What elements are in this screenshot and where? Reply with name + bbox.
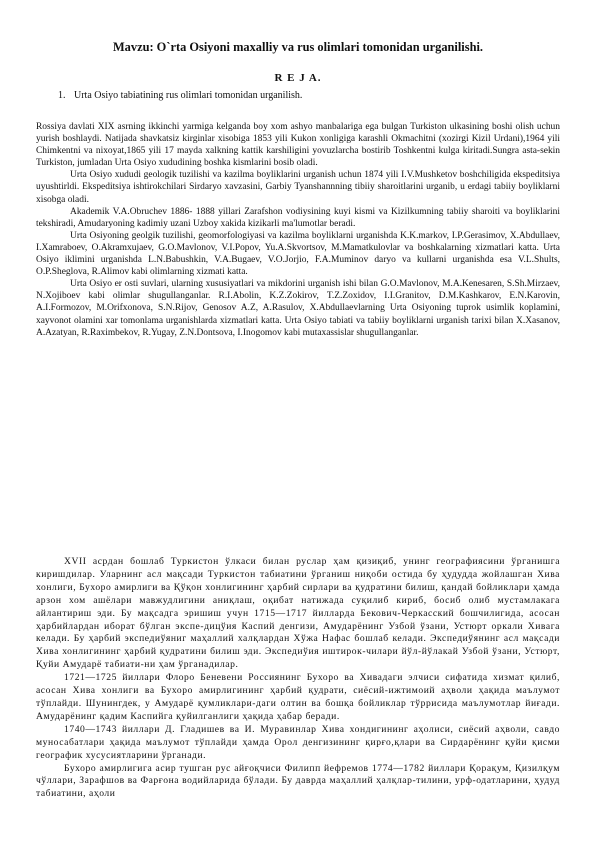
cyrillic-paragraph: 1721—1725 йиллари Флоро Беневени Россиянинг Бухоро ва Хивадаги элчиси сифатида хизмат қилиб, асосан Хива хонлиги ва Бухоро амирлигининг ҳарбий қудрати, сиёсий-ижтимоий аҳволи ҳақида маълумот тўплайди. Шунингдек, у Амударё қумликлари-даги олтин ва бошқа бойликлар тўррисида маълумотлар йиғади. Амударёнинг қадим Каспийга қуйилганлиги ҳақида ҳабар беради. bbox=[36, 672, 560, 722]
plan-item bbox=[58, 90, 538, 102]
cyrillic-section bbox=[36, 556, 560, 801]
plan-item-text: Urta Osiyo tabiatining rus olimlari tomonidan urganilish. bbox=[74, 90, 303, 101]
cyrillic-paragraph: XVII асрдан бошлаб Туркистон ўлкаси билан руслар ҳам қизиқиб, унинг географиясини ўрганишга киришдилар. Уларнинг асл мақсади Туркистон табиатини ўрганиш ниқоби остида бу ҳудудда жойлашган Хива хонлиги, Бухоро амирлиги ва Қўқон хонлигининг ҳарбий сирлари ва қудратини билиш, қандай бойликлари ҳамда арзон хом ашёлари мавжудлигини аниқлаш, оқибат натижада суқилиб кириб, босиб олиб мустамлакага айлантириш эди. Бу мақсадга эришиш учун 1715—1717 йилларда Бекович-Черкасский бошчилигида, асосан ҳарбийлардан иборат бўлган экспе-дицўия Каспий денгизи, Амударёнинг Узбой ўзани, Устюрт оркали Хивага келади. Бу ҳарбий экспедиўяниг маҳаллий халқлардан Хўжа Нафас бошлаб келади. Экспедиўянинг асл мақсади Хива хонлигининг ҳарбий қудратини билиш эди. Экспедиўия иштирок-чилари йўл-йўлакай Узбой ўзани, Устюрт, Қуйи Амударё табиати-ни ҳам ўрганадилар. bbox=[36, 556, 560, 671]
plan-item-number: 1. bbox=[58, 90, 66, 101]
page-title: Mavzu: O`rta Osiyoni maxalliy va rus olimlari tomonidan urganilishi. bbox=[112, 40, 483, 54]
latin-paragraph: Rossiya davlati XIX asrning ikkinchi yarmiga kelganda boy xom ashyo manbalariga ega bulgan Turkiston ulkasining boshi olish uchun yurish boshlaydi. Natijada shavkatsiz kirginlar xisobiga 1853 yili Kukon xonligiga karashli Okmachitni (xozirgi Kizil Urdani),1964 yili Chimkentni va nixoyat,1865 yili 17 mayda xalkning kattik karshiligini yovuzlarcha bostirib Toshkentni kulga kiritadi.Sungra asta-sekin Turkiston, jumladan Urta Osiyo xududining boshka kismlarini bosib oladi. bbox=[36, 122, 560, 169]
latin-paragraph: Urta Osiyo xududi geologik tuzilishi va kazilma boyliklarini urganish uchun 1874 yili I.V.Mushketov boshchiligida ekspeditsiya uyushtirldi. Ekspeditsiya ishtirokchilari Sirdaryo xavzasini, Garbiy Tyanshannning tibiiy sharoitlarini urganib, u erdagi tabiiy boyliklarni xisobga oladi. bbox=[36, 170, 560, 205]
latin-paragraph: Urta Osiyo er osti suvlari, ularning xususiyatlari va mikdorini urganish ishi bilan G.O.Mavlonov, M.A.Kenesaren, S.Sh.Mirzaev, N.Xojiboev kabi olimlar shugullanganlar. R.I.Abolin, K.Z.Zokirov, T.Z.Zoxidov, I.I.Granitov, D.M.Kashkarov, E.N.Karovin, A.I.Formozov, M.Orifxonova, S.N.Rijov, Genosov A.Z, A.Rasulov, X.Abdullaevlarning Urta Osiyoning tuprok usimlik koplamini, xayvonot olamini xar tomonlama urganishlarda xizmatlari katta. Urta Osiyo tabiati va tabiiy boyliklarni urganish tarixi bilan X.Xasanov, A.Azatyan, R.Raximbekov, R.Yugay, Z.N.Dontsova, I.Inogomov kabi mutaxassislar shugullanganlar. bbox=[36, 279, 560, 338]
latin-section bbox=[36, 121, 560, 339]
latin-paragraph: Akademik V.A.Obruchev 1886- 1888 yillari Zarafshon vodiysining kuyi kismi va Kizilkumning tabiiy sharoiti va boyliklarini tekshiradi, Amudaryoning kadimiy uzani Uzboy xakida kizikarli ma'lumotlar beradi. bbox=[36, 206, 560, 229]
plan-list bbox=[58, 90, 538, 102]
cyrillic-paragraph: 1740—1743 йиллари Д. Гладишев ва И. Муравинлар Хива хондигининг аҳолиси, сиёсий аҳволи, савдо муносабатлари ҳақида маълумот тўплайди ҳамда Орол денгизининг қирғо,қлари ва Сирдарёнинг қуйи қисми географик хусусиятларини ўрганади. bbox=[36, 723, 560, 761]
latin-paragraph: Urta Osiyoning geolgik tuzilishi, geomorfologiyasi va kazilma boyliklarni urganishda K.K.markov, I.P.Gerasimov, X.Abdullaev, I.Xamraboev, O.Akramxujaev, G.O.Mavlonov, V.I.Popov, Yu.A.Skvortsov, M.Mamatkulovlar va boshkalarning xizmatlari katta. Urta Osiyo iklimini urganishda L.N.Babushkin, V.A.Bugaev, V.O.Jorjio, F.A.Muminov daryo va kullarni urganishda esa V.L.Shults, O.P.Sheglova, R.Alimov kabi olimlarning xizmati katta. bbox=[36, 230, 560, 278]
plan-heading: R E J A. bbox=[274, 72, 322, 84]
cyrillic-paragraph: Бухоро амирлигига асир тушган рус айғоқчиси Филипп йефремов 1774—1782 йиллари Қорақум, Қизилқум чўллари, Зарафшов ва Фарғона водийларида бўлади. Бу даврда маҳаллий ҳалқлар-тилини, урф-одатларини, ҳудуд табиатини, аҳоли bbox=[36, 762, 560, 800]
